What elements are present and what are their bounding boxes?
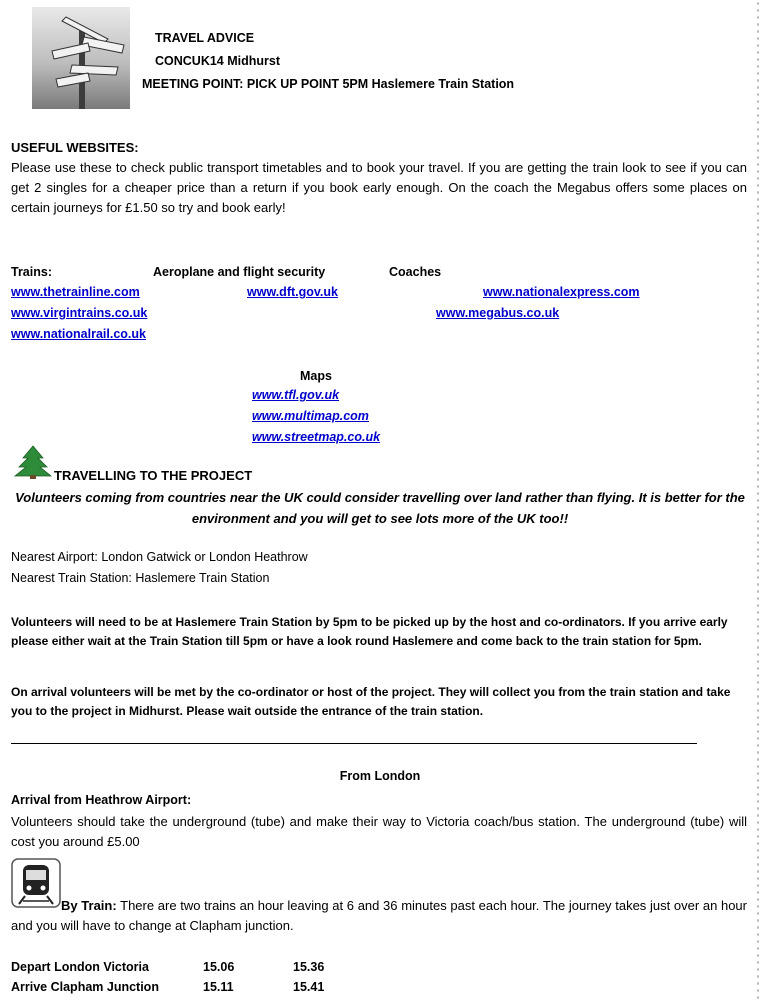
timetable-station: Depart London Victoria bbox=[11, 960, 149, 974]
link-multimap[interactable]: www.multimap.com bbox=[252, 409, 369, 423]
coaches-label: Coaches bbox=[389, 265, 442, 279]
timetable-time-1: 15.06 bbox=[203, 960, 235, 974]
from-london-heading: From London bbox=[339, 769, 421, 783]
project-code: CONCUK14 Midhurst bbox=[155, 54, 281, 68]
link-streetmap[interactable]: www.streetmap.co.uk bbox=[252, 430, 381, 444]
nearest-airport: Nearest Airport: London Gatwick or London Heathrow bbox=[11, 550, 308, 564]
by-train-paragraph bbox=[11, 896, 747, 936]
link-megabus[interactable]: www.megabus.co.uk bbox=[436, 306, 560, 320]
timetable-time-2: 15.41 bbox=[293, 980, 325, 994]
underground-paragraph: Volunteers should take the underground (tube) and make their way to Victoria coach/bus station. The underground (tube) will cost you around £5.00 bbox=[11, 814, 747, 850]
link-virgintrains[interactable]: www.virgintrains.co.uk bbox=[11, 306, 148, 320]
link-thetrainline[interactable]: www.thetrainline.com bbox=[11, 285, 140, 299]
doc-title: TRAVEL ADVICE bbox=[155, 31, 255, 45]
by-train-label: By Train: bbox=[61, 898, 117, 913]
travelling-heading: TRAVELLING TO THE PROJECT bbox=[54, 468, 253, 483]
travelling-note: Volunteers coming from countries near the UK could consider travelling over land rather than flying. It is better for the environment and you will get to see lots more of the UK too!! bbox=[15, 490, 745, 526]
page-edge-dots bbox=[756, 0, 760, 1000]
arrival-heathrow: Arrival from Heathrow Airport: bbox=[11, 793, 192, 807]
link-nationalrail[interactable]: www.nationalrail.co.uk bbox=[11, 327, 146, 341]
signpost-icon bbox=[32, 7, 130, 109]
meeting-point: MEETING POINT: PICK UP POINT 5PM Haslemere Train Station bbox=[142, 77, 515, 91]
nearest-station: Nearest Train Station: Haslemere Train Station bbox=[11, 571, 270, 585]
websites-heading: USEFUL WEBSITES: bbox=[11, 140, 139, 155]
timetable-station: Arrive Clapham Junction bbox=[11, 980, 159, 994]
trains-label: Trains: bbox=[11, 265, 52, 279]
timetable-time-2: 15.36 bbox=[293, 960, 325, 974]
section-divider bbox=[11, 743, 697, 744]
tree-icon bbox=[12, 445, 54, 479]
link-nationalexpress[interactable]: www.nationalexpress.com bbox=[483, 285, 640, 299]
pickup-paragraph: Volunteers will need to be at Haslemere Train Station by 5pm to be picked up by the host and co-ordinators. If you arrive early please either wait at the Train Station till 5pm or have a look round Haslemere and come back to the train station for 5pm. bbox=[11, 615, 728, 649]
arrival-paragraph: On arrival volunteers will be met by the co-ordinator or host of the project. They will collect you from the train station and take you to the project in Midhurst. Please wait outside the entrance of the train station. bbox=[11, 685, 731, 719]
air-label: Aeroplane and flight security bbox=[153, 265, 326, 279]
timetable-time-1: 15.11 bbox=[203, 980, 234, 994]
link-dft[interactable]: www.dft.gov.uk bbox=[247, 285, 338, 299]
websites-intro: Please use these to check public transport timetables and to book your travel. If you are getting the train look to see if you can get 2 singles for a cheaper price than a return if you book early enough. On the coach the Megabus offers some places on certain journeys for £1.50 so try and book early! bbox=[11, 160, 747, 216]
link-tfl[interactable]: www.tfl.gov.uk bbox=[252, 388, 340, 402]
maps-label: Maps bbox=[300, 369, 332, 383]
signpost-photo bbox=[32, 7, 130, 109]
by-train-text: There are two trains an hour leaving at 6 and 36 minutes past each hour. The journey takes just over an hour and you will have to change at Clapham junction. bbox=[11, 898, 747, 934]
